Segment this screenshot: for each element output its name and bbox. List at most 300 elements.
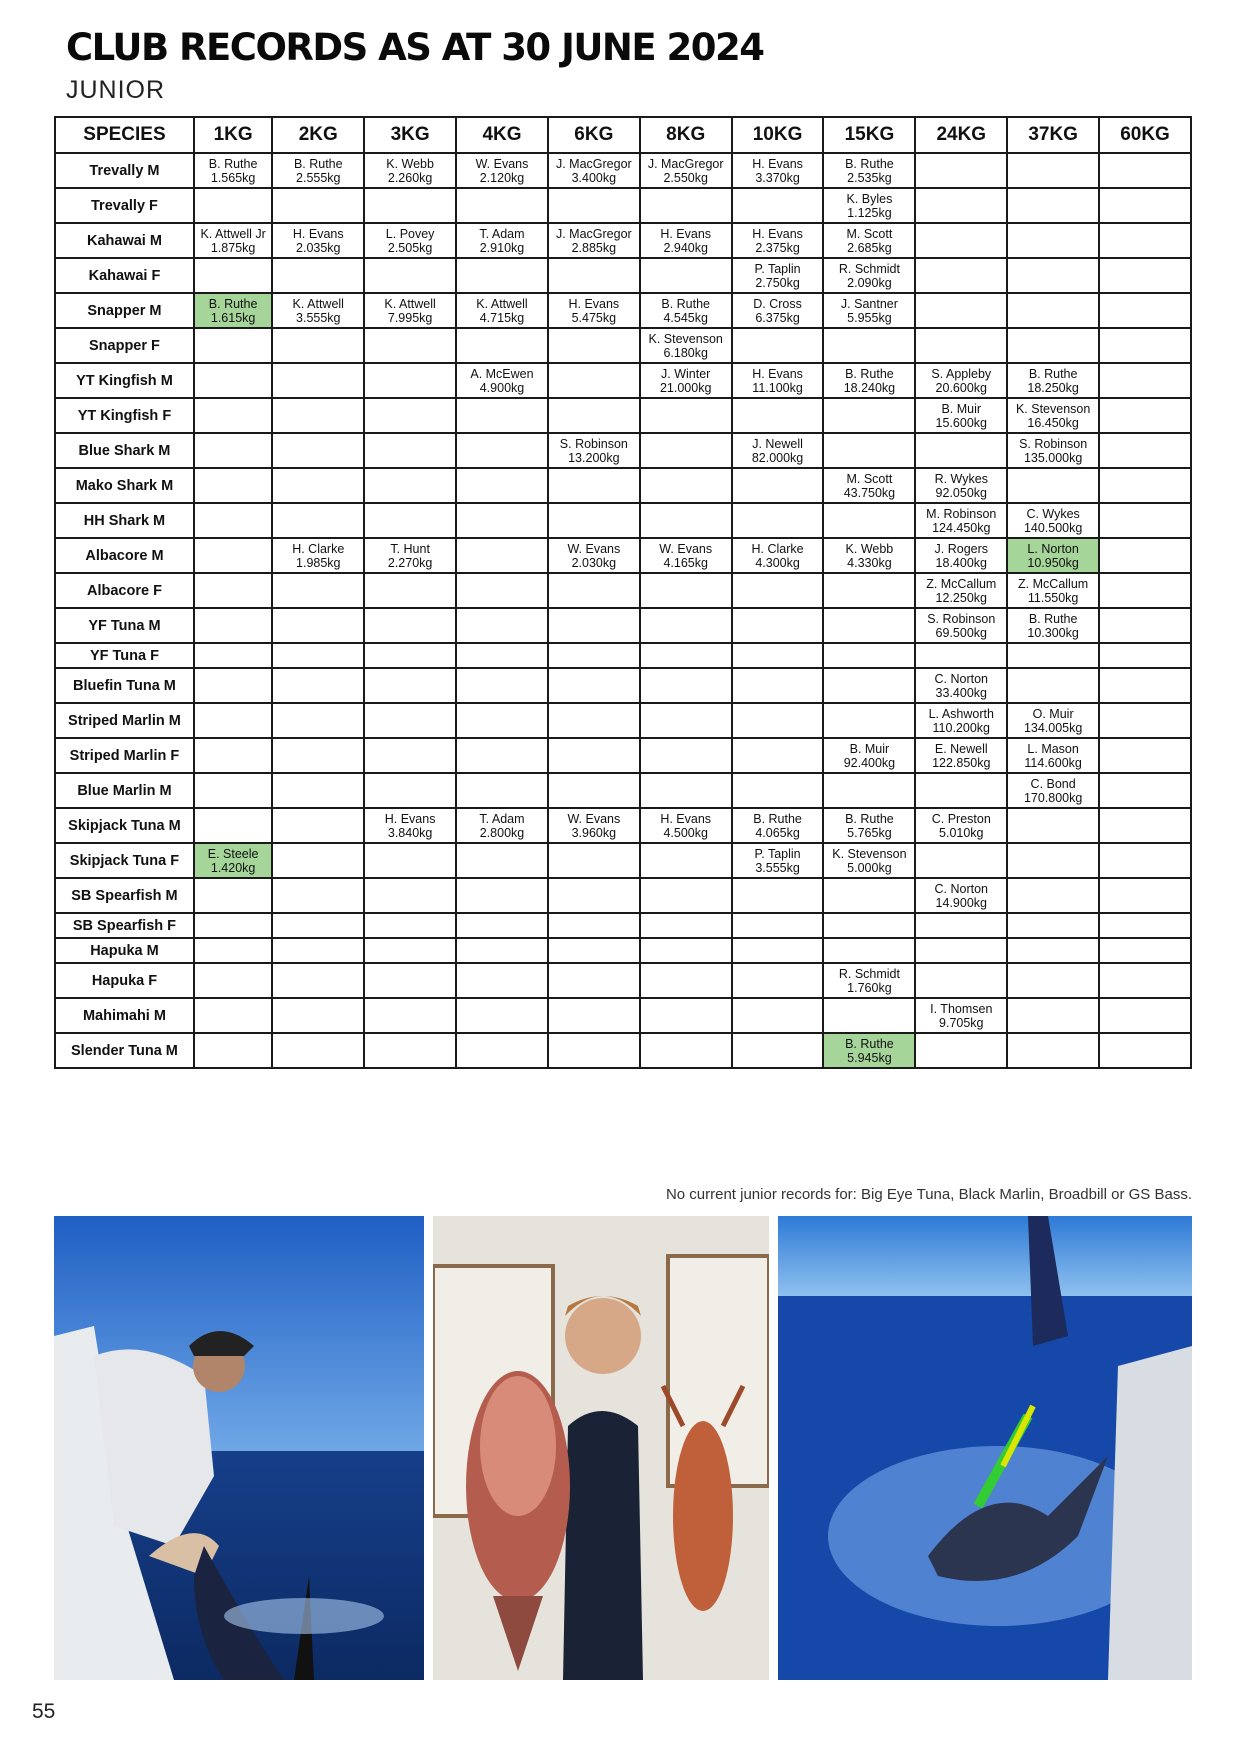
record-cell [640,843,732,878]
record-holder: S. Appleby [931,366,992,381]
table-row [55,773,1191,808]
record-weight: 18.250kg [1027,380,1079,395]
record-holder: R. Schmidt [838,261,900,276]
column-header-6kg: 6KG [548,117,640,153]
record-cell [823,1033,915,1068]
record-weight: 4.545kg [663,310,708,325]
record-cell [272,608,364,643]
record-weight: 92.050kg [935,485,987,500]
record-weight: 110.200kg [932,720,990,735]
record-cell [272,998,364,1033]
record-weight: 1.565kg [210,170,256,185]
record-holder: W. Evans [567,811,621,826]
record-cell [1007,608,1099,643]
record-weight: 5.475kg [571,310,617,325]
record-cell [548,608,640,643]
record-weight: 2.505kg [387,240,433,255]
record-cell [272,878,364,913]
page-number: 55 [32,1700,56,1723]
record-cell [640,433,732,468]
record-cell [548,938,640,963]
species-label: Striped Marlin F [55,738,194,773]
table-row [55,913,1191,938]
record-cell [548,503,640,538]
record-cell [1007,1033,1099,1068]
species-label: Mako Shark M [55,468,194,503]
record-cell [640,773,732,808]
record-cell [915,1033,1007,1068]
record-cell [1007,153,1099,188]
record-weight: 5.765kg [847,825,892,840]
record-holder: W. Evans [567,541,621,556]
record-holder: H. Evans [292,226,344,241]
record-cell [364,963,456,998]
record-weight: 140.500kg [1023,520,1083,535]
record-cell [732,1033,824,1068]
record-cell [364,643,456,668]
record-cell [915,398,1007,433]
record-cell [1007,998,1099,1033]
record-cell [1099,643,1191,668]
record-weight: 6.375kg [755,310,800,325]
record-holder: K. Attwell [476,296,528,311]
record-cell [823,738,915,773]
record-cell [1007,963,1099,998]
record-cell [364,293,456,328]
record-cell [548,433,640,468]
record-cell [272,668,364,703]
record-cell [915,668,1007,703]
record-cell [194,188,272,223]
record-holder: P. Taplin [754,261,801,276]
record-cell [823,153,915,188]
record-holder: C. Bond [1030,776,1076,791]
record-cell [1099,808,1191,843]
record-cell [915,843,1007,878]
record-cell [194,398,272,433]
record-cell [823,188,915,223]
record-cell [194,843,272,878]
species-label: Striped Marlin M [55,703,194,738]
record-cell [1099,363,1191,398]
record-holder: C. Wykes [1026,506,1080,521]
table-row [55,223,1191,258]
record-cell [272,573,364,608]
record-cell [732,963,824,998]
record-cell [364,738,456,773]
record-holder: H. Evans [752,156,803,171]
record-weight: 5.945kg [847,1050,892,1065]
record-weight: 2.750kg [755,275,800,290]
record-holder: I. Thomsen [930,1001,993,1016]
record-cell [272,773,364,808]
record-weight: 33.400kg [935,685,987,700]
column-header-60kg: 60KG [1099,117,1191,153]
record-cell [732,328,824,363]
record-holder: M. Robinson [926,506,997,521]
record-cell [364,703,456,738]
record-cell [272,643,364,668]
species-label: Trevally F [55,188,194,223]
record-cell [272,433,364,468]
record-cell [915,773,1007,808]
angler-with-marlin-photo [54,1216,424,1680]
record-holder: H. Evans [752,226,803,241]
record-cell [548,1033,640,1068]
record-cell [1099,293,1191,328]
record-cell [194,538,272,573]
record-cell [915,468,1007,503]
record-cell [1007,398,1099,433]
record-holder: K. Attwell [384,296,436,311]
column-header-2kg: 2KG [272,117,364,153]
record-cell [1099,538,1191,573]
record-cell [548,538,640,573]
record-cell [732,433,824,468]
record-holder: B. Ruthe [845,156,894,171]
record-cell [823,878,915,913]
record-cell [640,1033,732,1068]
marlin-leaping-at-boat-photo [778,1216,1192,1680]
record-cell [364,153,456,188]
record-weight: 170.800kg [1023,790,1083,805]
record-cell [640,913,732,938]
record-cell [272,938,364,963]
species-label: Hapuka M [55,938,194,963]
record-holder: B. Ruthe [845,1036,894,1051]
species-label: Snapper M [55,293,194,328]
record-holder: B. Ruthe [1028,611,1078,626]
record-cell [194,328,272,363]
record-weight: 5.955kg [847,310,892,325]
record-holder: S. Robinson [927,611,996,626]
record-weight: 1.420kg [210,860,256,875]
record-cell [1099,468,1191,503]
record-holder: A. McEwen [470,366,534,381]
record-cell [272,963,364,998]
record-cell [732,773,824,808]
record-weight: 2.535kg [847,170,892,185]
record-cell [194,223,272,258]
record-weight: 114.600kg [1024,755,1082,770]
species-label: Albacore M [55,538,194,573]
record-cell [732,573,824,608]
record-cell [823,998,915,1033]
record-cell [640,808,732,843]
record-weight: 10.950kg [1027,555,1079,570]
record-cell [548,258,640,293]
record-cell [1099,258,1191,293]
record-weight: 5.000kg [847,860,892,875]
record-cell [823,608,915,643]
record-cell [1099,773,1191,808]
record-cell [364,913,456,938]
record-cell [548,738,640,773]
record-cell [364,223,456,258]
table-row [55,398,1191,433]
record-cell [456,703,548,738]
record-cell [732,608,824,643]
record-cell [548,573,640,608]
table-row [55,503,1191,538]
species-label: Blue Shark M [55,433,194,468]
species-label: Hapuka F [55,963,194,998]
record-weight: 18.240kg [843,380,896,395]
record-cell [915,703,1007,738]
record-holder: Z. McCallum [1018,576,1089,591]
record-cell [456,573,548,608]
record-holder: P. Taplin [754,846,801,861]
record-cell [194,573,272,608]
record-cell [640,643,732,668]
record-weight: 18.400kg [935,555,987,570]
record-cell [915,998,1007,1033]
record-holder: H. Evans [752,366,803,381]
record-cell [272,188,364,223]
record-cell [823,938,915,963]
record-cell [456,153,548,188]
record-cell [640,293,732,328]
record-cell [1099,963,1191,998]
record-cell [194,608,272,643]
record-cell [548,773,640,808]
record-cell [364,878,456,913]
record-cell [823,808,915,843]
species-label: Trevally M [55,153,194,188]
record-holder: K. Stevenson [648,331,723,346]
record-cell [364,773,456,808]
record-cell [640,998,732,1033]
record-cell [548,153,640,188]
record-weight: 2.270kg [387,555,433,570]
record-cell [548,293,640,328]
record-holder: C. Norton [934,671,989,686]
column-header-10kg: 10KG [732,117,824,153]
record-cell [732,643,824,668]
column-header-37kg: 37KG [1007,117,1099,153]
record-holder: C. Norton [934,881,989,896]
record-holder: L. Povey [385,226,435,241]
record-cell [640,703,732,738]
record-cell [915,608,1007,643]
record-holder: E. Steele [207,846,259,861]
record-weight: 69.500kg [935,625,987,640]
record-weight: 9.705kg [939,1015,984,1030]
record-holder: H. Clarke [751,541,804,556]
record-cell [732,913,824,938]
record-cell [640,938,732,963]
record-cell [1007,668,1099,703]
record-weight: 15.600kg [935,415,987,430]
record-cell [364,668,456,703]
record-holder: B. Ruthe [661,296,711,311]
record-cell [640,608,732,643]
record-holder: E. Newell [934,741,988,756]
record-weight: 1.615kg [210,310,256,325]
record-cell [194,913,272,938]
record-cell [915,963,1007,998]
record-cell [915,878,1007,913]
record-weight: 2.375kg [755,240,800,255]
record-cell [915,258,1007,293]
record-weight: 3.555kg [296,310,341,325]
record-cell [456,503,548,538]
record-weight: 11.100kg [752,380,803,395]
record-cell [732,468,824,503]
record-cell [364,538,456,573]
record-cell [1099,328,1191,363]
record-cell [732,503,824,538]
records-table [54,116,1192,1069]
record-cell [194,153,272,188]
species-label: Blue Marlin M [55,773,194,808]
record-cell [456,643,548,668]
record-cell [364,328,456,363]
record-holder: B. Ruthe [845,811,894,826]
record-cell [915,293,1007,328]
record-cell [272,538,364,573]
record-weight: 3.840kg [387,825,433,840]
record-holder: K. Stevenson [1015,401,1091,416]
record-cell [732,153,824,188]
record-cell [915,643,1007,668]
table-row [55,963,1191,998]
record-weight: 1.875kg [210,240,256,255]
record-cell [823,963,915,998]
record-cell [548,808,640,843]
record-cell [1099,843,1191,878]
record-weight: 2.035kg [296,240,341,255]
record-cell [1099,668,1191,703]
record-cell [823,843,915,878]
record-cell [272,913,364,938]
record-cell [194,668,272,703]
column-header-3kg: 3KG [364,117,456,153]
record-holder: C. Preston [931,811,991,826]
record-cell [364,1033,456,1068]
record-weight: 10.300kg [1027,625,1079,640]
record-cell [732,843,824,878]
record-cell [456,398,548,433]
record-weight: 3.555kg [755,860,800,875]
record-weight: 43.750kg [843,485,896,500]
record-cell [456,328,548,363]
record-cell [640,963,732,998]
column-header-species: SPECIES [55,117,194,153]
record-cell [1007,468,1099,503]
record-cell [456,608,548,643]
record-cell [732,878,824,913]
record-cell [823,668,915,703]
record-cell [548,843,640,878]
record-cell [272,738,364,773]
record-cell [1007,808,1099,843]
record-weight: 4.165kg [663,555,708,570]
record-cell [823,293,915,328]
record-weight: 3.400kg [571,170,617,185]
record-cell [548,643,640,668]
table-row [55,878,1191,913]
species-label: SB Spearfish F [55,913,194,938]
record-weight: 1.760kg [847,980,892,995]
record-holder: Z. McCallum [926,576,997,591]
record-cell [456,468,548,503]
record-cell [272,153,364,188]
column-header-1kg: 1KG [194,117,272,153]
species-label: Snapper F [55,328,194,363]
record-weight: 3.370kg [755,170,800,185]
record-cell [915,188,1007,223]
record-cell [640,363,732,398]
record-weight: 13.200kg [568,450,620,465]
record-cell [364,808,456,843]
record-weight: 4.300kg [755,555,800,570]
record-weight: 2.940kg [663,240,708,255]
record-cell [364,843,456,878]
record-cell [823,643,915,668]
record-cell [732,738,824,773]
table-header-row [55,117,1191,153]
record-cell [1007,503,1099,538]
record-cell [548,913,640,938]
table-row [55,538,1191,573]
record-holder: J. Newell [752,436,803,451]
record-holder: S. Robinson [1019,436,1088,451]
record-cell [823,703,915,738]
record-cell [915,738,1007,773]
record-cell [194,808,272,843]
record-holder: L. Norton [1027,541,1079,556]
record-holder: K. Webb [386,156,434,171]
record-holder: D. Cross [753,296,802,311]
record-weight: 2.910kg [479,240,525,255]
record-cell [915,433,1007,468]
species-label: YT Kingfish F [55,398,194,433]
record-cell [548,668,640,703]
record-holder: J. Winter [661,366,711,381]
record-holder: K. Attwell [292,296,344,311]
record-cell [456,913,548,938]
record-weight: 16.450kg [1027,415,1079,430]
column-header-15kg: 15KG [823,117,915,153]
record-cell [1099,433,1191,468]
species-label: HH Shark M [55,503,194,538]
record-cell [732,998,824,1033]
record-holder: S. Robinson [559,436,628,451]
page-subtitle: JUNIOR [66,76,166,104]
record-cell [1007,538,1099,573]
record-cell [732,703,824,738]
column-header-4kg: 4KG [456,117,548,153]
record-cell [364,573,456,608]
record-holder: R. Wykes [934,471,988,486]
table-row [55,328,1191,363]
record-holder: B. Muir [941,401,982,416]
record-cell [1007,938,1099,963]
no-records-note: No current junior records for: Big Eye Tuna, Black Marlin, Broadbill or GS Bass. [665,1186,1192,1203]
record-weight: 4.330kg [847,555,892,570]
table-row [55,668,1191,703]
record-weight: 4.900kg [479,380,525,395]
record-cell [1007,643,1099,668]
record-cell [548,328,640,363]
record-cell [823,398,915,433]
record-cell [364,503,456,538]
record-cell [456,998,548,1033]
record-cell [272,468,364,503]
record-cell [364,608,456,643]
record-weight: 1.125kg [847,205,892,220]
